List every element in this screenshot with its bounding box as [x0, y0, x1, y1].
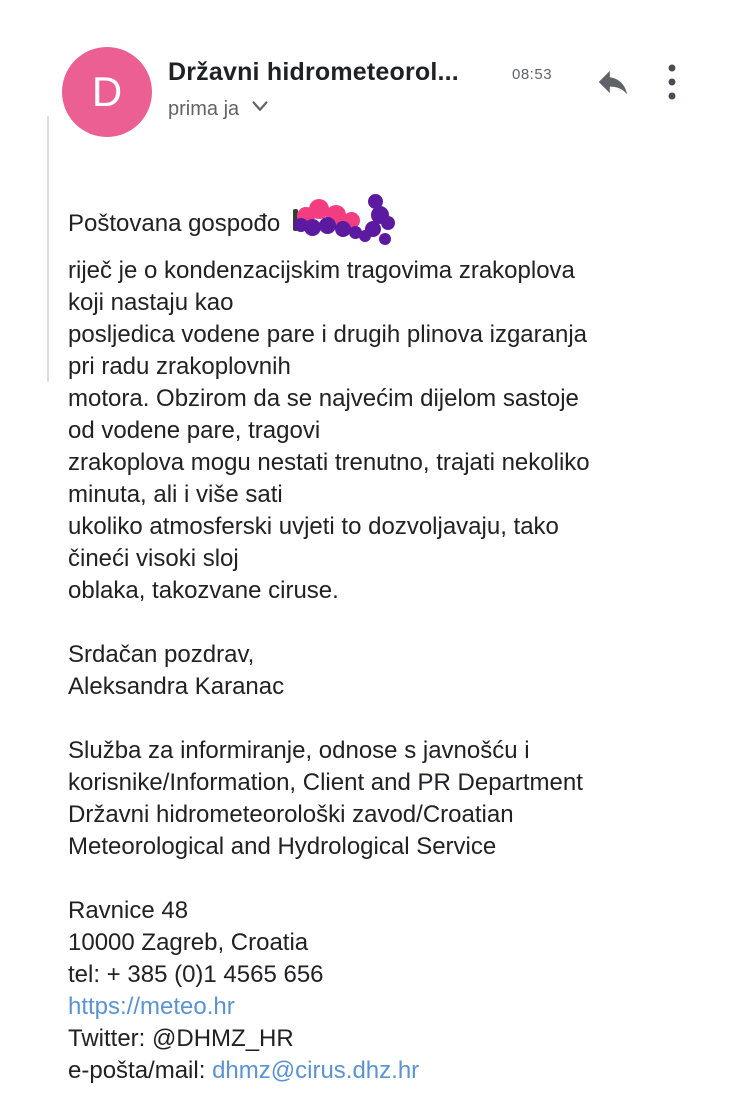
avatar-letter: D	[91, 68, 123, 115]
body-line: riječ je o kondenzacijskim tragovima zrakoplova	[68, 257, 575, 284]
greeting-text: Poštovana gospođo	[68, 210, 281, 237]
address-line: Ravnice 48	[68, 897, 189, 924]
website-line	[68, 991, 708, 1023]
reply-icon	[594, 89, 632, 104]
body-line: oblaka, takozvane ciruse.	[68, 577, 339, 604]
body-line: koji nastaju kao	[68, 289, 234, 316]
chevron-down-icon[interactable]	[249, 100, 271, 119]
email-body	[68, 191, 708, 1087]
body-line: zrakoplova mogu nestati trenutno, trajati nekoliko	[68, 449, 590, 476]
signature-line: Meteorological and Hydrological Service	[68, 833, 497, 860]
twitter-line: Twitter: @DHMZ_HR	[68, 1025, 294, 1052]
recipient-label: prima ja	[168, 98, 240, 120]
sender-avatar[interactable]	[62, 47, 152, 137]
signature-line: Služba za informiranje, odnose s javnošću i	[68, 737, 530, 764]
email-label: e-pošta/mail:	[68, 1057, 213, 1084]
closing-line: Srdačan pozdrav,	[68, 641, 255, 668]
reply-button[interactable]	[592, 62, 634, 104]
blank-line	[68, 703, 708, 735]
email-line	[68, 1055, 708, 1087]
sender-name: Državni hidrometeorol...	[168, 58, 459, 86]
signature-line: Državni hidrometeorološki zavod/Croatian	[68, 801, 514, 828]
greeting-line	[68, 191, 708, 237]
phone-line: tel: + 385 (0)1 4565 656	[68, 961, 324, 988]
email-link[interactable]: dhmz@cirus.dhz.hr	[212, 1057, 420, 1084]
message-time: 08:53	[512, 66, 553, 83]
redacted-name-scribble	[293, 191, 393, 247]
address-line: 10000 Zagreb, Croatia	[68, 929, 309, 956]
blank-line	[68, 863, 708, 895]
body-line: od vodene pare, tragovi	[68, 417, 321, 444]
signature-line: korisnike/Information, Client and PR Department	[68, 769, 583, 796]
more-vert-icon	[656, 92, 688, 107]
body-line: motora. Obzirom da se najvećim dijelom sastoje	[68, 385, 579, 412]
left-edge-line	[47, 116, 49, 382]
body-line: čineći visoki sloj	[68, 545, 239, 572]
more-options-button[interactable]	[652, 60, 692, 106]
body-line: ukoliko atmosferski uvjeti to dozvoljavaju, tako	[68, 513, 559, 540]
body-line: posljedica vodene pare i drugih plinova izgaranja	[68, 321, 588, 348]
blank-line	[68, 607, 708, 639]
body-line: pri radu zrakoplovnih	[68, 353, 291, 380]
website-link[interactable]: https://meteo.hr	[68, 993, 235, 1020]
recipient-row[interactable]	[168, 98, 271, 121]
signature-name: Aleksandra Karanac	[68, 673, 285, 700]
body-line: minuta, ali i više sati	[68, 481, 283, 508]
